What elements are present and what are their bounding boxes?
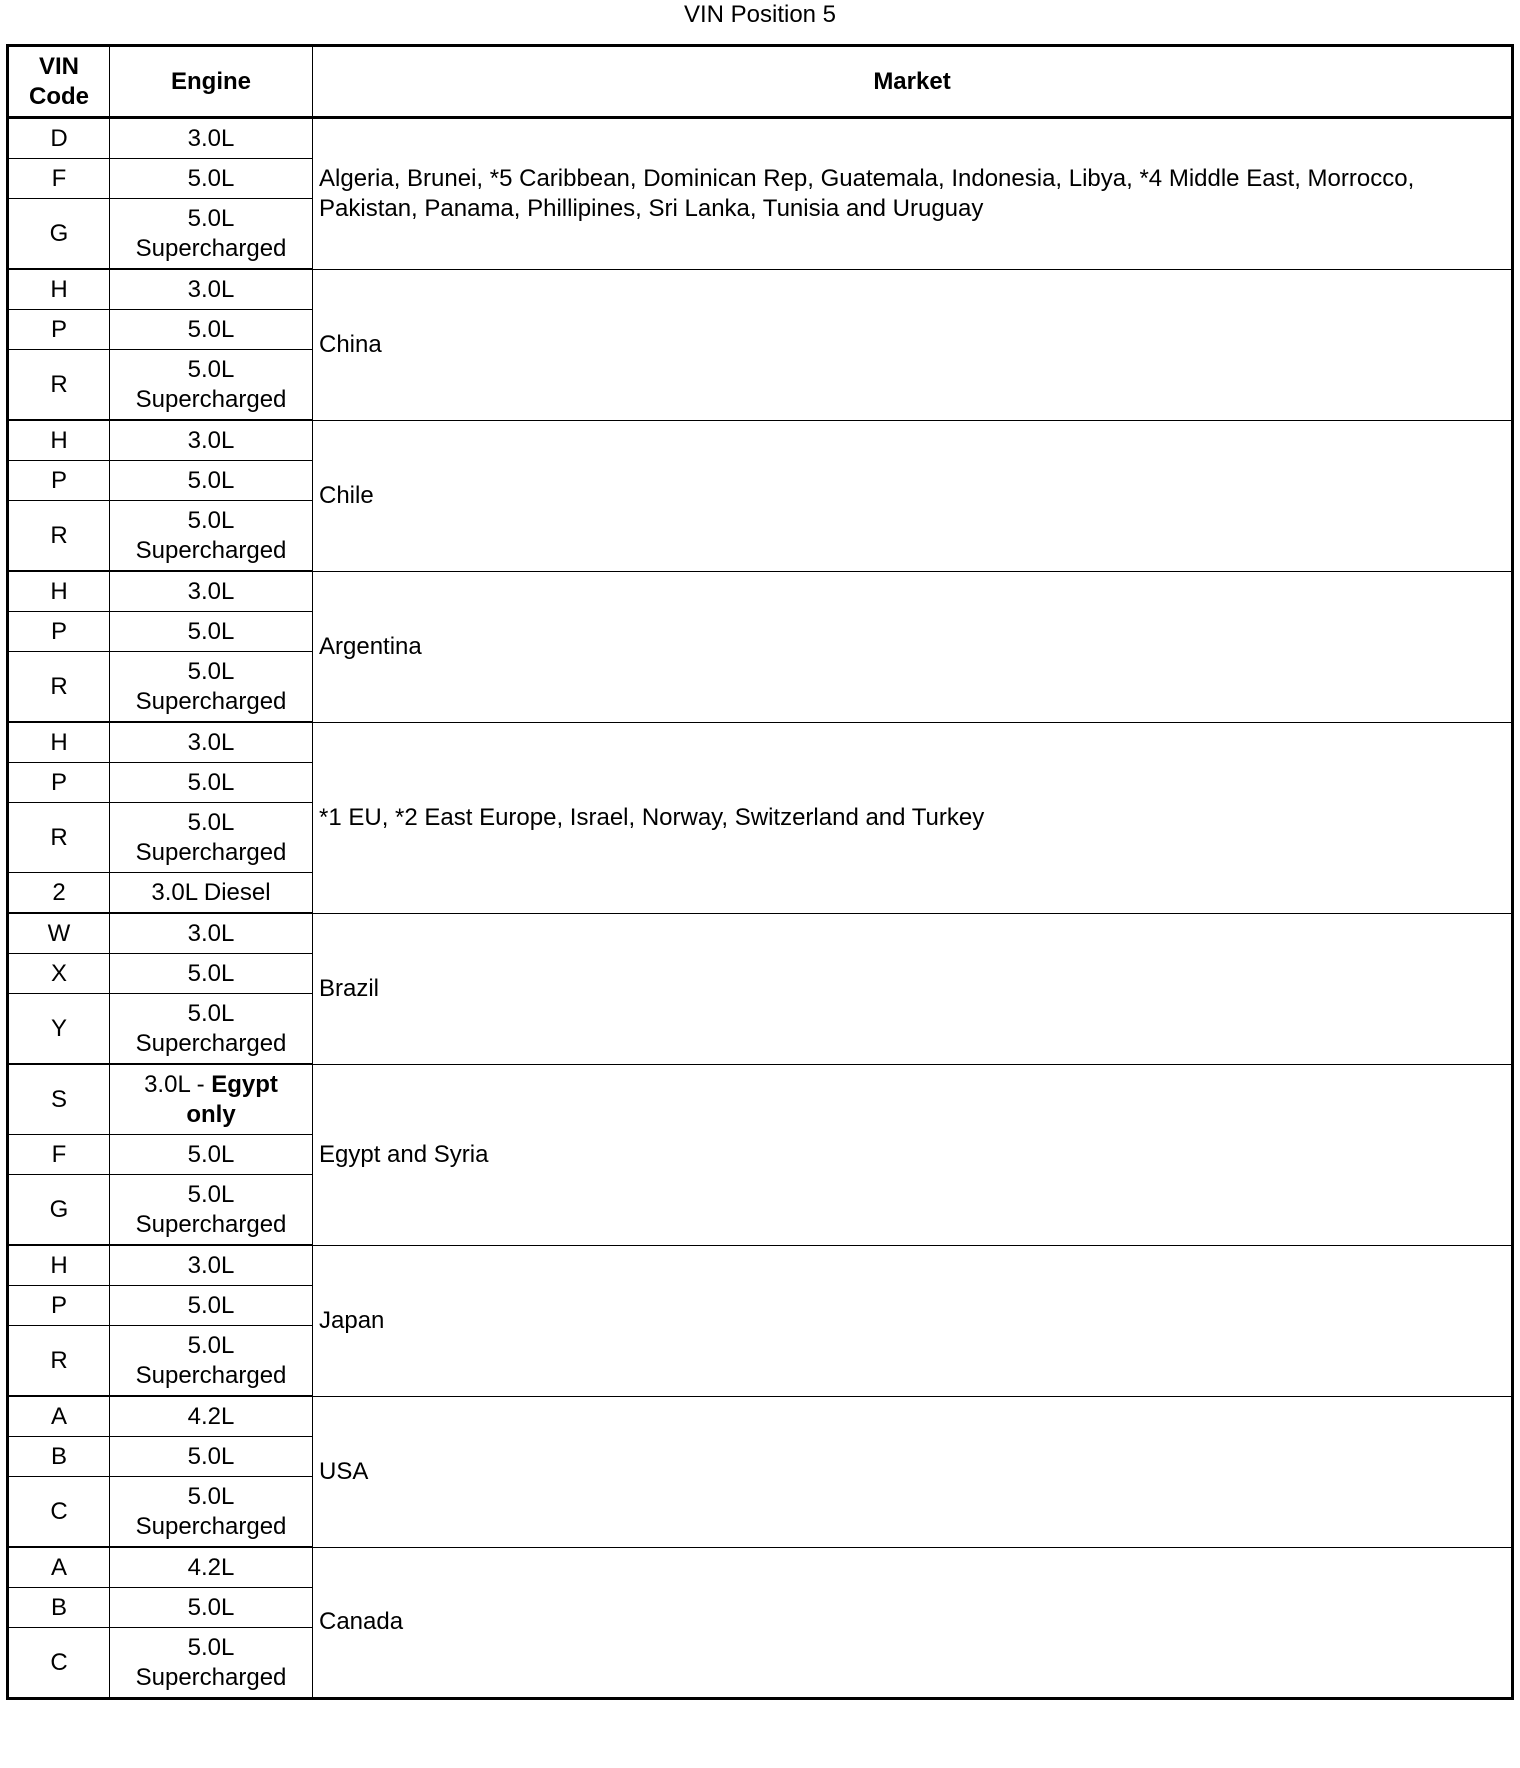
- vin-code-cell: B: [8, 1588, 110, 1628]
- engine-text-line2: Supercharged: [135, 1210, 287, 1238]
- engine-cell: [110, 763, 313, 803]
- vin-code-cell: W: [8, 913, 110, 954]
- engine-text: 5.0L: [187, 1442, 235, 1470]
- vin-code-cell: H: [8, 722, 110, 763]
- market-header: Market: [313, 46, 1513, 118]
- engine-text: 5.0L: [187, 1331, 235, 1359]
- engine-cell: [110, 269, 313, 310]
- vin-code-cell: H: [8, 420, 110, 461]
- engine-cell: [110, 501, 313, 572]
- engine-text: 5.0L: [187, 1593, 235, 1621]
- vin-code-cell: H: [8, 269, 110, 310]
- engine-text: 3.0L: [187, 1251, 235, 1279]
- engine-text-line2: Supercharged: [135, 1512, 287, 1540]
- engine-text-line2: Supercharged: [135, 1361, 287, 1389]
- vin-code-cell: P: [8, 1286, 110, 1326]
- engine-cell: [110, 1396, 313, 1437]
- engine-header: Engine: [110, 46, 313, 118]
- engine-cell: [110, 1135, 313, 1175]
- engine-cell: [110, 310, 313, 350]
- engine-text: 4.2L: [187, 1553, 235, 1581]
- engine-cell: [110, 199, 313, 270]
- table-header-row: [8, 46, 1513, 118]
- engine-text-line2: Supercharged: [135, 1029, 287, 1057]
- engine-text: 3.0L Diesel: [151, 878, 271, 906]
- engine-text: 5.0L: [187, 1140, 235, 1168]
- market-cell: Japan: [313, 1245, 1513, 1396]
- engine-text: 3.0L: [187, 728, 235, 756]
- vin-code-cell: Y: [8, 994, 110, 1065]
- engine-text: 5.0L: [187, 1180, 235, 1208]
- market-cell: Brazil: [313, 913, 1513, 1064]
- page-title: VIN Position 5: [683, 1, 837, 28]
- engine-text-line2: Supercharged: [135, 385, 287, 413]
- vin-code-cell: 2: [8, 873, 110, 914]
- vin-code-header-line2: Code: [29, 82, 89, 110]
- vin-code-cell: R: [8, 1326, 110, 1397]
- engine-cell: [110, 571, 313, 612]
- engine-cell: [110, 873, 313, 914]
- engine-text: 5.0L: [187, 768, 235, 796]
- vin-code-cell: P: [8, 461, 110, 501]
- engine-cell: [110, 350, 313, 421]
- vin-code-cell: C: [8, 1477, 110, 1548]
- engine-text-line2: Supercharged: [135, 536, 287, 564]
- engine-text: 5.0L: [187, 959, 235, 987]
- vin-position-5-table: [6, 44, 1514, 1700]
- table-row: [8, 1547, 1513, 1588]
- engine-text: 3.0L: [187, 426, 235, 454]
- engine-cell: [110, 1326, 313, 1397]
- engine-text: 5.0L: [187, 617, 235, 645]
- engine-text-line2: Supercharged: [135, 234, 287, 262]
- engine-cell: [110, 1286, 313, 1326]
- engine-cell: [110, 1628, 313, 1699]
- engine-cell: [110, 118, 313, 159]
- engine-text: 5.0L: [187, 1291, 235, 1319]
- engine-text: 4.2L: [187, 1402, 235, 1430]
- engine-text: 5.0L: [187, 808, 235, 836]
- engine-text: 3.0L -: [144, 1070, 212, 1098]
- vin-code-cell: S: [8, 1064, 110, 1135]
- engine-cell: [110, 612, 313, 652]
- engine-text: 5.0L: [187, 1482, 235, 1510]
- engine-text: 5.0L: [187, 355, 235, 383]
- engine-text: 5.0L: [187, 164, 235, 192]
- vin-code-cell: A: [8, 1396, 110, 1437]
- engine-cell: [110, 1175, 313, 1246]
- engine-text: 5.0L: [187, 315, 235, 343]
- vin-code-cell: F: [8, 1135, 110, 1175]
- engine-cell: [110, 1477, 313, 1548]
- engine-cell: [110, 1547, 313, 1588]
- vin-code-cell: H: [8, 1245, 110, 1286]
- vin-code-cell: R: [8, 350, 110, 421]
- engine-cell: [110, 913, 313, 954]
- vin-code-cell: R: [8, 652, 110, 723]
- engine-text: 5.0L: [187, 506, 235, 534]
- table-row: [8, 1064, 1513, 1135]
- market-cell: Chile: [313, 420, 1513, 571]
- vin-code-cell: H: [8, 571, 110, 612]
- vin-code-header: [8, 46, 110, 118]
- engine-cell: [110, 803, 313, 873]
- engine-text: 5.0L: [187, 657, 235, 685]
- engine-text-line2-bold: only: [186, 1100, 236, 1128]
- table-row: [8, 1245, 1513, 1286]
- market-cell: USA: [313, 1396, 1513, 1547]
- engine-text: 3.0L: [187, 275, 235, 303]
- vin-code-cell: D: [8, 118, 110, 159]
- engine-text-line2: Supercharged: [135, 838, 287, 866]
- table-row: [8, 420, 1513, 461]
- vin-code-cell: P: [8, 612, 110, 652]
- table-row: [8, 1396, 1513, 1437]
- engine-cell: [110, 159, 313, 199]
- engine-text-line2: Supercharged: [135, 687, 287, 715]
- engine-text: 3.0L: [187, 124, 235, 152]
- engine-cell: [110, 1437, 313, 1477]
- table-row: [8, 913, 1513, 954]
- market-cell: Algeria, Brunei, *5 Caribbean, Dominican Rep, Guatemala, Indonesia, Libya, *4 Middle East, Morrocco, Pakistan, Panama, Phillipines, Sri Lanka, Tunisia and Uruguay: [313, 118, 1513, 270]
- vin-code-cell: A: [8, 1547, 110, 1588]
- engine-cell: [110, 994, 313, 1065]
- vin-code-cell: B: [8, 1437, 110, 1477]
- market-cell: Canada: [313, 1547, 1513, 1699]
- vin-code-cell: G: [8, 1175, 110, 1246]
- engine-text: 3.0L: [187, 919, 235, 947]
- engine-text: 5.0L: [187, 204, 235, 232]
- vin-code-cell: R: [8, 803, 110, 873]
- table-row: [8, 571, 1513, 612]
- engine-cell: [110, 420, 313, 461]
- vin-code-cell: P: [8, 310, 110, 350]
- table-row: [8, 269, 1513, 310]
- engine-cell: [110, 1245, 313, 1286]
- engine-cell: [110, 461, 313, 501]
- vin-code-cell: F: [8, 159, 110, 199]
- engine-cell: [110, 1064, 313, 1135]
- market-cell: Egypt and Syria: [313, 1064, 1513, 1245]
- market-cell: *1 EU, *2 East Europe, Israel, Norway, Switzerland and Turkey: [313, 722, 1513, 913]
- vin-code-cell: R: [8, 501, 110, 572]
- engine-cell: [110, 652, 313, 723]
- engine-cell: [110, 954, 313, 994]
- engine-text: 5.0L: [187, 466, 235, 494]
- engine-text-bold: Egypt: [211, 1070, 278, 1098]
- engine-text-line2: Supercharged: [135, 1663, 287, 1691]
- market-cell: China: [313, 269, 1513, 420]
- engine-text: 5.0L: [187, 999, 235, 1027]
- table-row: [8, 722, 1513, 763]
- engine-cell: [110, 1588, 313, 1628]
- vin-code-header-line1: VIN: [38, 52, 79, 80]
- vin-code-cell: C: [8, 1628, 110, 1699]
- vin-code-cell: P: [8, 763, 110, 803]
- market-cell: Argentina: [313, 571, 1513, 722]
- engine-text: 5.0L: [187, 1633, 235, 1661]
- table-body: [8, 118, 1513, 1699]
- engine-text: 3.0L: [187, 577, 235, 605]
- engine-cell: [110, 722, 313, 763]
- vin-code-cell: G: [8, 199, 110, 270]
- vin-code-cell: X: [8, 954, 110, 994]
- table-row: [8, 118, 1513, 159]
